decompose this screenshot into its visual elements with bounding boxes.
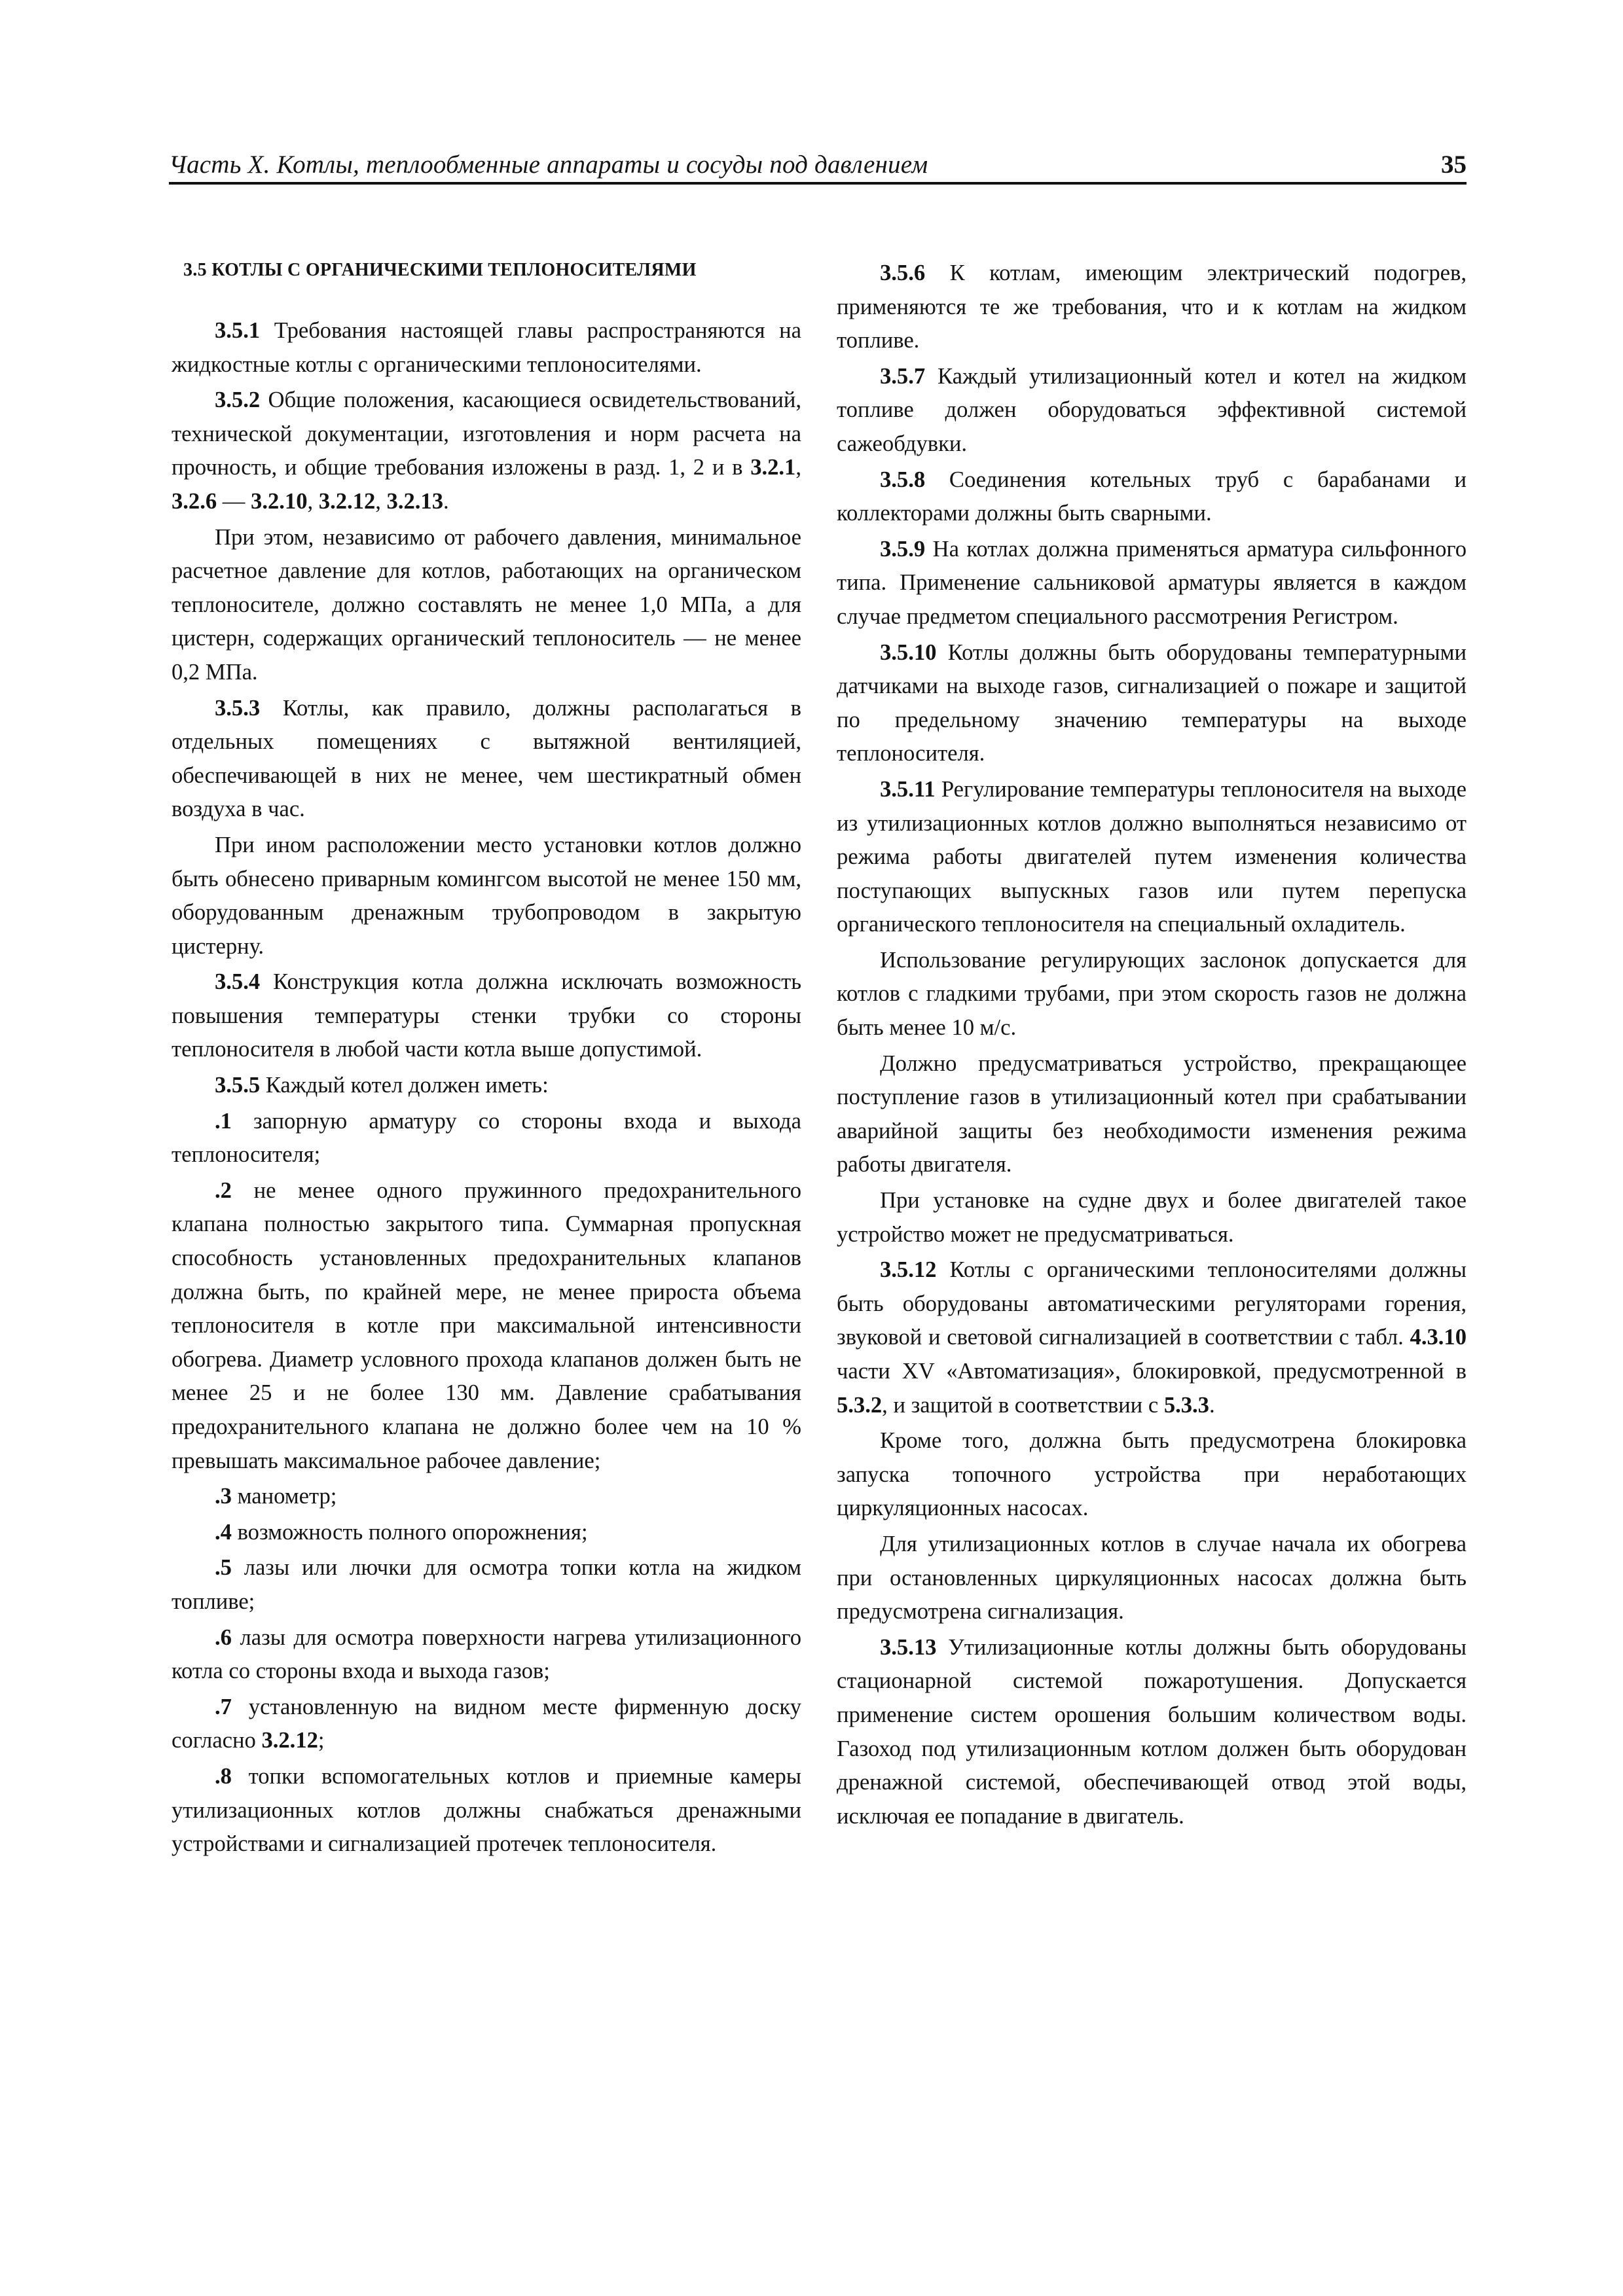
clause-number: 3.5.11 bbox=[880, 776, 936, 802]
paragraph-3-5-6 bbox=[837, 257, 1467, 358]
clause-number: 3.5.12 bbox=[880, 1257, 937, 1283]
right-column bbox=[837, 257, 1467, 1835]
list-item bbox=[172, 1551, 801, 1619]
item-text: запорную арматуру со стороны входа и выхода теплоносителя; bbox=[172, 1108, 801, 1168]
paragraph-3-5-7 bbox=[837, 360, 1467, 461]
separator: , bbox=[375, 488, 387, 514]
paragraph: При установке на судне двух и более двигателей такое устройство может не предусматриваться. bbox=[837, 1188, 1467, 1247]
clause-text: Соединения котельных труб с барабанами и коллекторами должны быть сварными. bbox=[837, 467, 1467, 526]
list-item bbox=[172, 1516, 801, 1550]
item-number: .2 bbox=[215, 1177, 232, 1203]
paragraph-3-5-9 bbox=[837, 533, 1467, 634]
separator: — bbox=[217, 488, 251, 514]
clause-number: 3.5.10 bbox=[880, 639, 937, 665]
reference: 3.2.6 bbox=[172, 488, 217, 514]
paragraph-3-5-8 bbox=[837, 463, 1467, 531]
item-number: .4 bbox=[215, 1519, 232, 1545]
clause-number: 3.5.13 bbox=[880, 1634, 937, 1660]
running-title: Часть X. Котлы, теплообменные аппараты и сосуды под давлением bbox=[169, 151, 928, 179]
paragraph-3-5-12 bbox=[837, 1253, 1467, 1422]
paragraph: При этом, независимо от рабочего давления, минимальное расчетное давление для котлов, работающих на органическом теплоносителе, должно составлять не менее 1,0 МПа, а для цистерн, содержащих органический теплоноситель — не менее 0,2 МПа. bbox=[172, 524, 801, 685]
separator: , bbox=[795, 455, 801, 480]
clause-number: 3.5.9 bbox=[880, 536, 926, 562]
clause-text: Утилизационные котлы должны быть оборудованы стационарной системой пожаротушения. Допускается применение систем орошения большим количеством воды. Газоход под утилизационным котлом должен быть оборудован дренажной системой, обеспечивающей отвод этой воды, исключая ее попадание в двигатель. bbox=[837, 1634, 1467, 1829]
clause-number: 3.5.1 bbox=[215, 318, 261, 343]
list-item bbox=[172, 1760, 801, 1861]
paragraph-3-5-10 bbox=[837, 636, 1467, 771]
clause-number: 3.5.8 bbox=[880, 467, 926, 492]
clause-number: 3.5.5 bbox=[215, 1073, 261, 1098]
paragraph: Для утилизационных котлов в случае начала их обогрева при остановленных циркуляционных насосах должна быть предусмотрена сигнализация. bbox=[837, 1531, 1467, 1624]
separator: . bbox=[443, 488, 449, 514]
item-number: .6 bbox=[215, 1624, 232, 1650]
item-text: установленную на видном месте фирменную доску согласно bbox=[172, 1694, 801, 1753]
clause-number: 3.5.7 bbox=[880, 363, 926, 389]
item-number: .8 bbox=[215, 1763, 232, 1789]
clause-text: Требования настоящей главы распространяются на жидкостные котлы с органическими теплоносителями. bbox=[172, 318, 801, 377]
separator: ; bbox=[318, 1728, 325, 1753]
item-text: манометр; bbox=[231, 1484, 337, 1509]
paragraph-3-5-2 bbox=[172, 384, 801, 518]
list-item bbox=[172, 1480, 801, 1514]
paragraph-3-5-5 bbox=[172, 1069, 801, 1103]
reference: 3.2.13 bbox=[386, 488, 443, 514]
item-number: .1 bbox=[215, 1108, 232, 1134]
item-number: .5 bbox=[215, 1555, 232, 1581]
clause-text: К котлам, имеющим электрический подогрев, применяются те же требования, что и к котлам на жидком топливе. bbox=[837, 260, 1467, 353]
item-number: .3 bbox=[215, 1484, 232, 1509]
clause-number: 3.5.3 bbox=[215, 695, 261, 721]
paragraph-3-5-13 bbox=[837, 1631, 1467, 1834]
paragraph-3-5-1 bbox=[172, 314, 801, 382]
reference: 3.2.12 bbox=[318, 488, 376, 514]
paragraph: Кроме того, должна быть предусмотрена блокировка запуска топочного устройства при неработающих циркуляционных насосах. bbox=[837, 1428, 1467, 1521]
clause-text: Каждый утилизационный котел и котел на жидком топливе должен оборудоваться эффективной системой сажеобдувки. bbox=[837, 363, 1467, 456]
clause-text: Каждый котел должен иметь: bbox=[260, 1073, 549, 1098]
clause-text: Регулирование температуры теплоносителя на выходе из утилизационных котлов должно выполняться независимо от режима работы двигателей путем изменения количества поступающих выпускных газов или путем перепуска органического теплоносителя на специальный охладитель. bbox=[837, 776, 1467, 937]
list-item bbox=[172, 1105, 801, 1172]
reference: 3.2.10 bbox=[251, 488, 308, 514]
clause-text: части XV «Автоматизация», блокировкой, предусмотренной в bbox=[837, 1359, 1467, 1384]
clause-number: 3.5.2 bbox=[215, 387, 261, 413]
reference: 4.3.10 bbox=[1410, 1325, 1467, 1350]
clause-text: Котлы, как правило, должны располагаться в отдельных помещениях с вытяжной вентиляцией, обеспечивающей в них не менее, чем шестикратный обмен воздуха в час. bbox=[172, 695, 801, 822]
list-item bbox=[172, 1691, 801, 1758]
item-text: возможность полного опорожнения; bbox=[231, 1519, 588, 1545]
item-number: .7 bbox=[215, 1694, 232, 1719]
paragraph: Должно предусматриваться устройство, прекращающее поступление газов в утилизационный котел при срабатывании аварийной защиты без необходимости изменения режима работы двигателя. bbox=[837, 1050, 1467, 1177]
paragraph: При ином расположении место установки котлов должно быть обнесено приварным комингсом высотой не менее 150 мм, оборудованным дренажным трубопроводом в закрытую цистерну. bbox=[172, 832, 801, 959]
paragraph-3-5-11 bbox=[837, 773, 1467, 942]
reference: 3.2.12 bbox=[261, 1728, 318, 1753]
clause-text: Конструкция котла должна исключать возможность повышения температуры стенки трубки со стороны теплоносителя в любой части котла выше допустимой. bbox=[172, 969, 801, 1062]
reference: 5.3.3 bbox=[1163, 1392, 1209, 1418]
section-heading: 3.5 КОТЛЫ С ОРГАНИЧЕСКИМИ ТЕПЛОНОСИТЕЛЯМИ bbox=[183, 260, 697, 280]
left-column bbox=[172, 257, 801, 1863]
paragraph: Использование регулирующих заслонок допускается для котлов с гладкими трубами, при этом скорость газов не должна быть менее 10 м/с. bbox=[837, 947, 1467, 1041]
item-text: лазы для осмотра поверхности нагрева утилизационного котла со стороны входа и выхода газов; bbox=[172, 1624, 801, 1684]
list-item bbox=[172, 1621, 801, 1689]
paragraph-3-5-4 bbox=[172, 965, 801, 1067]
item-text: не менее одного пружинного предохранительного клапана полностью закрытого типа. Суммарная пропускная способность установленных предохранительных клапанов должна быть, по крайней мере, не менее прироста объема теплоносителя в котле при максимальной интенсивности обогрева. Диаметр условного прохода клапанов должен быть не менее 25 и не более 130 мм. Давление срабатывания предохранительного клапана не должно более чем на 10 % превышать максимальное рабочее давление; bbox=[172, 1177, 801, 1473]
separator: . bbox=[1209, 1392, 1215, 1418]
clause-text: Общие положения, касающиеся освидетельствований, технической документации, изготовления и норм расчета на прочность, и общие требования изложены в разд. 1, 2 и в bbox=[172, 387, 801, 480]
running-header bbox=[169, 145, 1467, 185]
item-text: лазы или лючки для осмотра топки котла на жидком топливе; bbox=[172, 1555, 801, 1614]
page-number: 35 bbox=[1441, 151, 1467, 179]
clause-text: Котлы должны быть оборудованы температурными датчиками на выходе газов, сигнализацией о пожаре и защитой по предельному значению температуры на выходе теплоносителя. bbox=[837, 639, 1467, 766]
clause-text: Котлы с органическими теплоносителями должны быть оборудованы автоматическими регуляторами горения, звуковой и световой сигнализацией в соответствии с табл. bbox=[837, 1257, 1467, 1350]
list-item bbox=[172, 1174, 801, 1478]
paragraph-3-5-3 bbox=[172, 692, 801, 827]
clause-number: 3.5.4 bbox=[215, 969, 261, 995]
clause-number: 3.5.6 bbox=[880, 260, 926, 285]
reference: 5.3.2 bbox=[837, 1392, 883, 1418]
clause-text: На котлах должна применяться арматура сильфонного типа. Применение сальниковой арматуры является в каждом случае предметом специального рассмотрения Регистром. bbox=[837, 536, 1467, 629]
clause-text: , и защитой в соответствии с bbox=[882, 1392, 1164, 1418]
item-text: топки вспомогательных котлов и приемные камеры утилизационных котлов должны снабжаться дренажными устройствами и сигнализацией протечек теплоносителя. bbox=[172, 1763, 801, 1857]
separator: , bbox=[307, 488, 319, 514]
reference: 3.2.1 bbox=[750, 455, 796, 480]
